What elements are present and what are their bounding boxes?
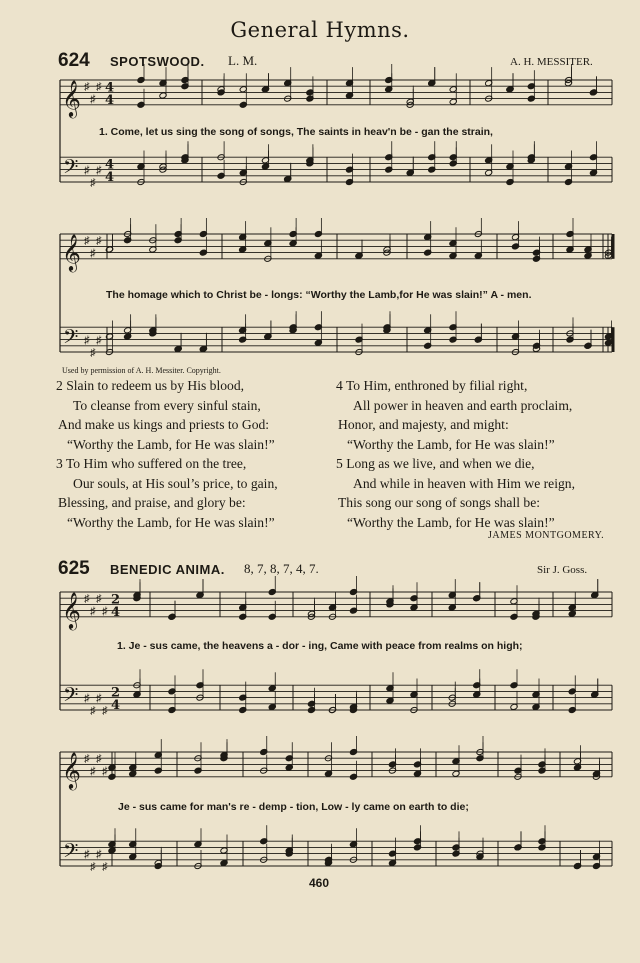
hymn-number: 624 [58, 50, 90, 71]
verse-line: Long as we live, and when we die, [346, 456, 535, 471]
time-signature-top: 2 [111, 592, 121, 608]
verse-line: To Him, enthroned by filial right, [345, 378, 528, 393]
verse-line: “Worthy the Lamb, for He was slain!” [347, 436, 555, 452]
permission-note: Used by permission of A. H. Messiter. Copyright. [62, 366, 221, 375]
time-signature-top: 4 [105, 157, 115, 173]
lyrics-line-624-2: The homage which to Christ be - longs: “Worthy the Lamb,for He was slain!” A - men. [106, 289, 532, 301]
sharp-icon: ♯ [96, 164, 102, 177]
verse-line: Blessing, and praise, and glory be: [58, 495, 246, 510]
sharp-icon: ♯ [84, 164, 90, 177]
time-signature-top: 2 [111, 685, 121, 701]
verse-line: Honor, and majesty, and might: [338, 417, 509, 432]
composer: Sir J. Goss. [537, 564, 588, 576]
verse-number: 3 [56, 456, 63, 471]
section-title: General Hymns. [230, 18, 410, 42]
sharp-icon: ♯ [84, 235, 90, 248]
time-signature-bottom: 4 [111, 604, 121, 620]
lyrics-line-625-2: Je - sus came for man's re - demp - tion, Low - ly came on earth to die; [118, 801, 469, 813]
verse-line: “Worthy the Lamb, for He was slain!” [67, 436, 275, 452]
page-number: 460 [309, 876, 330, 890]
sharp-icon: ♯ [84, 753, 90, 766]
sharp-icon: ♯ [96, 692, 102, 705]
sharp-icon: ♯ [96, 334, 102, 347]
sharp-icon: ♯ [102, 861, 108, 873]
sharp-icon: ♯ [90, 705, 96, 717]
sharp-icon: ♯ [90, 177, 96, 189]
sharp-icon: ♯ [84, 692, 90, 705]
sharp-icon: ♯ [90, 247, 96, 260]
sharp-icon: ♯ [102, 765, 108, 778]
verse-line: To Him who suffered on the tree, [65, 456, 247, 471]
verse-line: This song our song of songs shall be: [338, 495, 541, 510]
sharp-icon: ♯ [84, 81, 90, 94]
hymn-author: JAMES MONTGOMERY. [488, 530, 605, 541]
time-signature-bottom: 4 [105, 92, 115, 108]
sharp-icon: ♯ [96, 235, 102, 248]
verse-number: 2 [56, 378, 63, 393]
verse-line: “Worthy the Lamb, for He was slain!” [67, 514, 275, 530]
meter: L. M. [228, 53, 258, 68]
treble-clef-icon: 𝄞 [62, 590, 81, 629]
verse-line: All power in heaven and earth proclaim, [353, 397, 573, 413]
verse-line: “Worthy the Lamb, for He was slain!” [347, 514, 555, 530]
verse-number: 5 [336, 456, 343, 471]
tune-name: SPOTSWOOD. [110, 54, 205, 69]
time-signature-bottom: 4 [105, 170, 115, 185]
bass-clef-icon: 𝄢 [63, 682, 79, 711]
lyrics-line-625-1: 1. Je - sus came, the heavens a - dor - ing, Came with peace from realms on high; [117, 640, 523, 652]
time-signature-bottom: 4 [111, 698, 121, 713]
verse-line: And while in heaven with Him we reign, [353, 475, 575, 491]
bass-clef-icon: 𝄢 [63, 154, 79, 183]
verse-line: Slain to redeem us by His blood, [66, 378, 245, 393]
sharp-icon: ♯ [90, 347, 96, 359]
bass-clef-icon: 𝄢 [63, 324, 79, 353]
sharp-icon: ♯ [90, 765, 96, 778]
sharp-icon: ♯ [84, 593, 90, 606]
lyrics-line-624-1: 1. Come, let us sing the song of songs, The saints in heav'n be - gan the strain, [99, 126, 493, 138]
sharp-icon: ♯ [96, 753, 102, 766]
sharp-icon: ♯ [90, 861, 96, 873]
treble-clef-icon: 𝄞 [62, 78, 81, 117]
sharp-icon: ♯ [90, 605, 96, 618]
sharp-icon: ♯ [102, 605, 108, 618]
sharp-icon: ♯ [102, 705, 108, 717]
verse-number: 4 [336, 378, 343, 393]
treble-clef-icon: 𝄞 [62, 750, 81, 789]
time-signature-top: 4 [105, 80, 115, 96]
treble-clef-icon: 𝄞 [62, 232, 81, 271]
hymn-number: 625 [58, 558, 90, 579]
sharp-icon: ♯ [96, 593, 102, 606]
verse-line: Our souls, at His soul’s price, to gain, [73, 475, 278, 491]
tune-name: BENEDIC ANIMA. [110, 562, 225, 577]
sharp-icon: ♯ [84, 848, 90, 861]
sharp-icon: ♯ [96, 848, 102, 861]
sharp-icon: ♯ [96, 81, 102, 94]
sharp-icon: ♯ [84, 334, 90, 347]
bass-clef-icon: 𝄢 [63, 838, 79, 867]
verse-line: To cleanse from every sinful stain, [73, 397, 261, 413]
composer: A. H. MESSITER. [510, 56, 593, 68]
meter: 8, 7, 8, 7, 4, 7. [244, 561, 319, 576]
sharp-icon: ♯ [90, 93, 96, 106]
verse-line: And make us kings and priests to God: [58, 417, 270, 432]
